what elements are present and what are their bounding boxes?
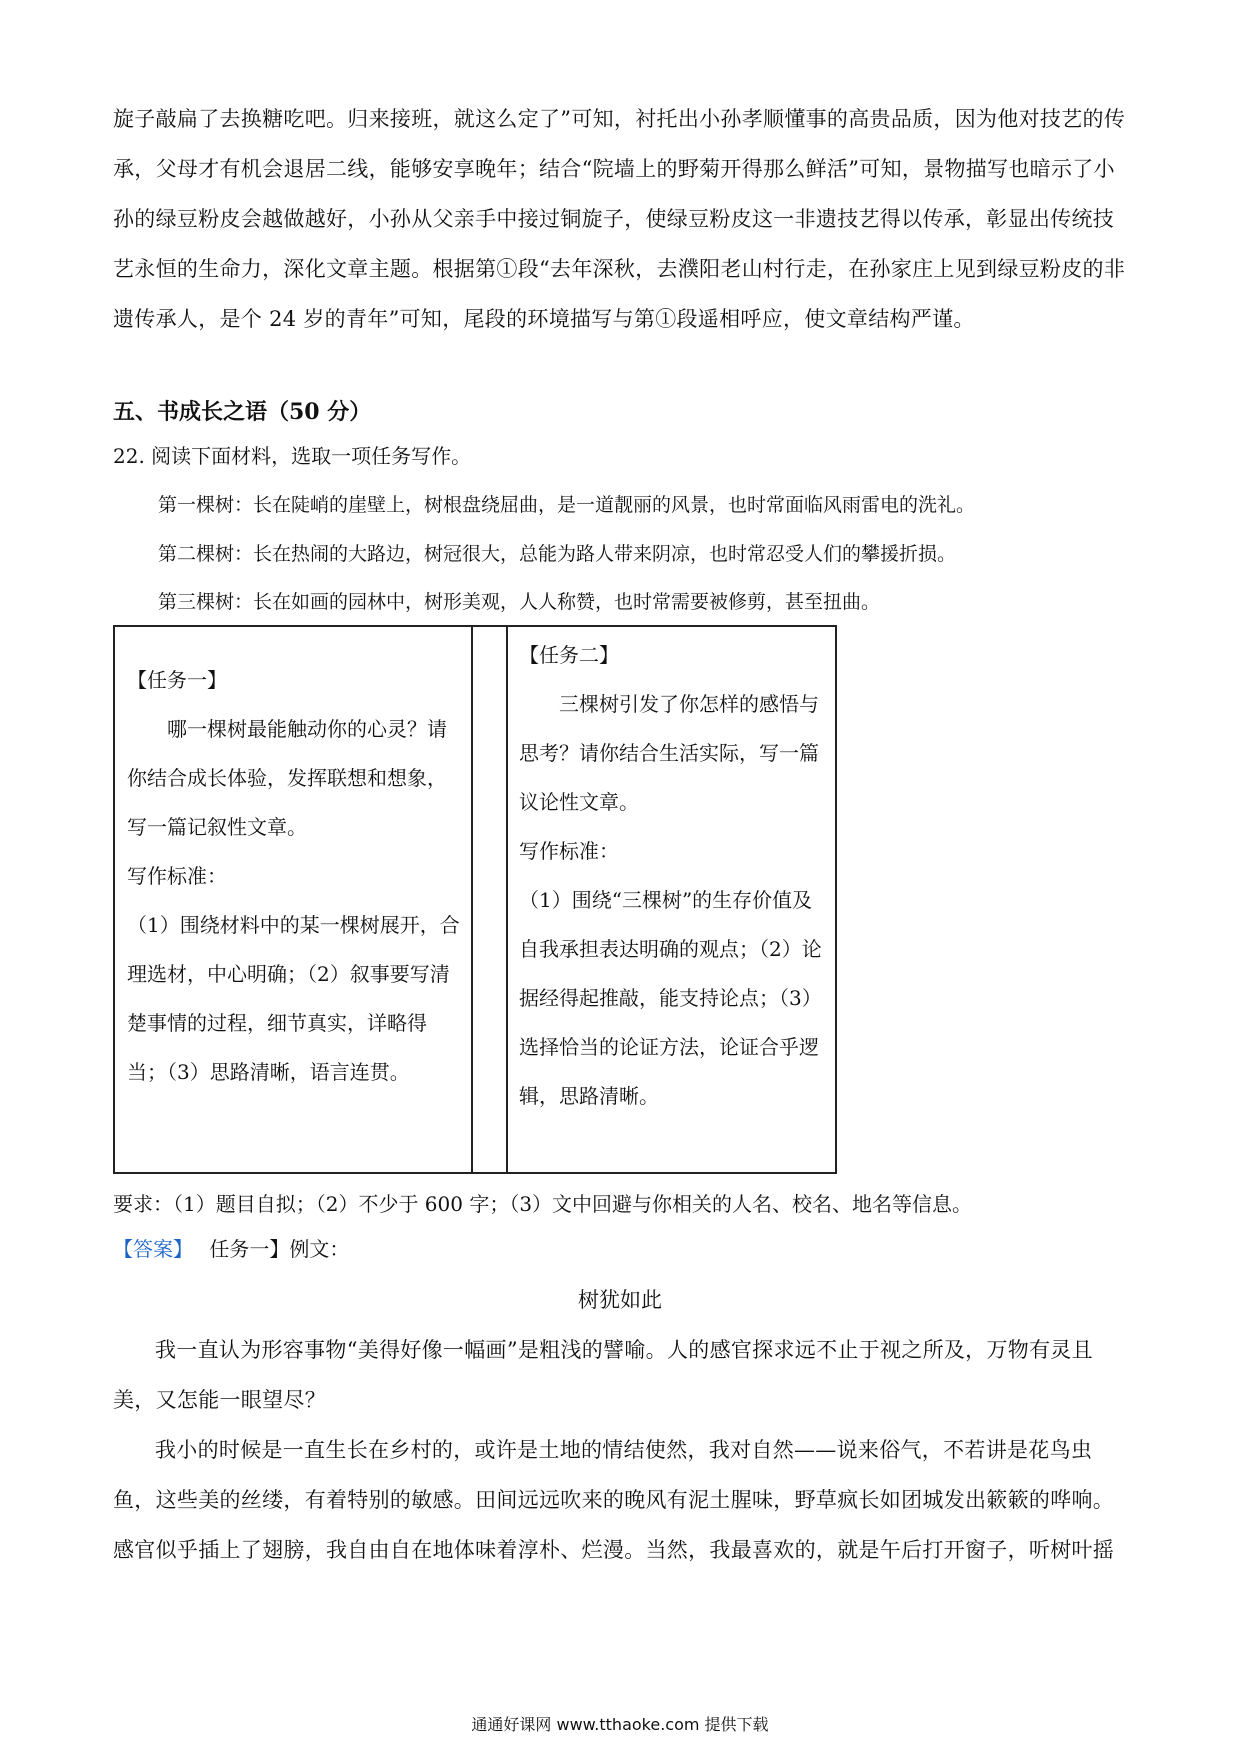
task2-standard-label: 写作标准： <box>519 839 619 863</box>
task-table <box>113 625 837 1174</box>
task2-title: 【任务二】 <box>519 643 619 667</box>
essay-paragraph-2: 我小的时候是一直生长在乡村的，或许是土地的情结使然，我对自然——说来俗气，不若讲是花鸟虫鱼，这些美的丝缕，有着特别的敏感。田间远远吹来的晚风有泥土腥味，野草疯长如团城发出簌簌的哗响。感官似乎插上了翅膀，我自由自在地体味着淳朴、烂漫。当然，我最喜欢的，就是午后打开窗子，听树叶摇 <box>113 1438 1115 1562</box>
task1-title: 【任务一】 <box>127 668 227 692</box>
table-divider-left <box>471 627 473 1172</box>
answer-line <box>113 1229 1133 1269</box>
task1-intro: 哪一棵树最能触动你的心灵？请你结合成长体验，发挥联想和想象，写一篇记叙性文章。 <box>127 717 447 839</box>
question-prompt: 22. 阅读下面材料，选取一项任务写作。 <box>113 444 472 468</box>
essay-paragraph-1: 我一直认为形容事物“美得好像一幅画”是粗浅的譬喻。人的感官探求远不止于视之所及，万物有灵且美，又怎能一眼望尽？ <box>113 1338 1093 1412</box>
answer-label: 任务一】例文： <box>209 1237 350 1261</box>
task2-column <box>519 631 829 1121</box>
essay-title: 树犹如此 <box>578 1288 662 1312</box>
task1-column <box>127 656 462 1097</box>
section-heading: 五、书成长之语（50 分） <box>113 399 372 425</box>
tree-line-1: 第一棵树：长在陡峭的崖壁上，树根盘绕屈曲，是一道靓丽的风景，也时常面临风雨雷电的洗礼。 <box>158 494 976 516</box>
tree-line-3: 第三棵树：长在如画的园林中，树形美观，人人称赞，也时常需要被修剪，甚至扭曲。 <box>158 591 881 613</box>
page-footer: 通通好课网 www.tthaoke.com 提供下载 <box>471 1715 769 1734</box>
table-divider-right <box>506 627 508 1172</box>
task1-standard-label: 写作标准： <box>127 864 227 888</box>
requirement-text: 要求：（1）题目自拟；（2）不少于 600 字；（3）文中回避与你相关的人名、校名、地名等信息。 <box>113 1192 973 1216</box>
task2-standard: （1）围绕“三棵树”的生存价值及自我承担表达明确的观点；（2）论据经得起推敲，能支持论点；（3）选择恰当的论证方法，论证合乎逻辑，思路清晰。 <box>519 888 822 1108</box>
tree-line-2: 第二棵树：长在热闹的大路边，树冠很大，总能为路人带来阴凉，也时常忍受人们的攀援折损。 <box>158 543 957 565</box>
task1-standard: （1）围绕材料中的某一棵树展开，合理选材，中心明确；（2）叙事要写清楚事情的过程，细节真实，详略得当；（3）思路清晰，语言连贯。 <box>127 913 460 1084</box>
analysis-paragraph: 旋子敲扁了去换糖吃吧。归来接班，就这么定了”可知，衬托出小孙孝顺懂事的高贵品质，因为他对技艺的传承，父母才有机会退居二线，能够安享晚年；结合“院墙上的野菊开得那么鲜活”可知，景物描写也暗示了小孙的绿豆粉皮会越做越好，小孙从父亲手中接过铜旋子，使绿豆粉皮这一非遗技艺得以传承，彰显出传统技艺永恒的生命力，深化文章主题。根据第①段“去年深秋，去濮阳老山村行走，在孙家庄上见到绿豆粉皮的非遗传承人，是个 24 岁的青年”可知，尾段的环境描写与第①段遥相呼应，使文章结构严谨。 <box>113 107 1126 331</box>
answer-tag: 【答案】 <box>113 1237 193 1261</box>
task2-intro: 三棵树引发了你怎样的感悟与思考？请你结合生活实际，写一篇议论性文章。 <box>519 692 819 814</box>
